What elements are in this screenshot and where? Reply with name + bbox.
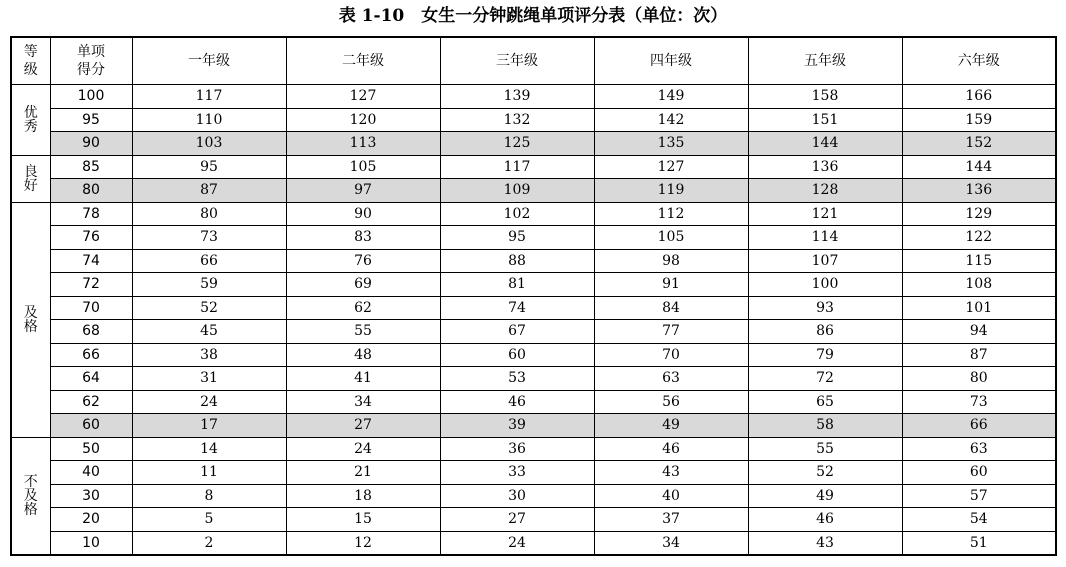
value-cell: 136 — [748, 155, 902, 179]
value-cell: 58 — [748, 414, 902, 438]
table-title: 表 1-10 女生一分钟跳绳单项评分表（单位：次） — [338, 6, 728, 26]
value-cell: 8 — [132, 484, 286, 508]
table-row — [11, 179, 1056, 203]
table-row — [11, 437, 1056, 461]
grade-char: 及 — [23, 304, 38, 321]
value-cell: 51 — [902, 531, 1056, 555]
value-cell: 46 — [748, 508, 902, 532]
value-cell: 114 — [748, 226, 902, 250]
value-cell: 24 — [440, 531, 594, 555]
score-cell: 30 — [50, 484, 132, 508]
value-cell: 46 — [440, 390, 594, 414]
score-cell: 72 — [50, 273, 132, 297]
value-cell: 136 — [902, 179, 1056, 203]
header-row — [11, 37, 1056, 85]
value-cell: 70 — [594, 343, 748, 367]
value-cell: 55 — [286, 320, 440, 344]
value-cell: 56 — [594, 390, 748, 414]
value-cell: 77 — [594, 320, 748, 344]
grade-char: 格 — [23, 501, 38, 518]
value-cell: 65 — [748, 390, 902, 414]
value-cell: 80 — [902, 367, 1056, 391]
value-cell: 33 — [440, 461, 594, 485]
grade-cell — [11, 437, 50, 555]
value-cell: 128 — [748, 179, 902, 203]
value-cell: 109 — [440, 179, 594, 203]
value-cell: 5 — [132, 508, 286, 532]
grade-cell — [11, 85, 50, 156]
score-cell: 90 — [50, 132, 132, 156]
value-cell: 135 — [594, 132, 748, 156]
table-row — [11, 273, 1056, 297]
header-year: 二年级 — [286, 37, 440, 85]
score-cell: 60 — [50, 414, 132, 438]
value-cell: 81 — [440, 273, 594, 297]
value-cell: 66 — [902, 414, 1056, 438]
value-cell: 91 — [594, 273, 748, 297]
value-cell: 48 — [286, 343, 440, 367]
value-cell: 60 — [902, 461, 1056, 485]
value-cell: 132 — [440, 108, 594, 132]
table-row — [11, 531, 1056, 555]
value-cell: 54 — [902, 508, 1056, 532]
header-score — [50, 37, 132, 85]
value-cell: 72 — [748, 367, 902, 391]
value-cell: 55 — [748, 437, 902, 461]
value-cell: 80 — [132, 202, 286, 226]
value-cell: 46 — [594, 437, 748, 461]
value-cell: 129 — [902, 202, 1056, 226]
score-cell: 95 — [50, 108, 132, 132]
value-cell: 93 — [748, 296, 902, 320]
value-cell: 83 — [286, 226, 440, 250]
value-cell: 117 — [132, 85, 286, 109]
value-cell: 27 — [286, 414, 440, 438]
header-score-line: 得分 — [77, 62, 105, 78]
value-cell: 73 — [132, 226, 286, 250]
value-cell: 45 — [132, 320, 286, 344]
value-cell: 34 — [286, 390, 440, 414]
score-cell: 20 — [50, 508, 132, 532]
value-cell: 74 — [440, 296, 594, 320]
value-cell: 11 — [132, 461, 286, 485]
header-grade-line: 级 — [23, 62, 38, 78]
score-cell: 76 — [50, 226, 132, 250]
value-cell: 60 — [440, 343, 594, 367]
value-cell: 127 — [594, 155, 748, 179]
value-cell: 95 — [132, 155, 286, 179]
score-cell: 85 — [50, 155, 132, 179]
value-cell: 112 — [594, 202, 748, 226]
table-body — [11, 85, 1056, 555]
table-row — [11, 155, 1056, 179]
value-cell: 66 — [132, 249, 286, 273]
value-cell: 113 — [286, 132, 440, 156]
value-cell: 142 — [594, 108, 748, 132]
score-cell: 74 — [50, 249, 132, 273]
value-cell: 121 — [748, 202, 902, 226]
value-cell: 41 — [286, 367, 440, 391]
value-cell: 57 — [902, 484, 1056, 508]
score-cell: 10 — [50, 531, 132, 555]
value-cell: 122 — [902, 226, 1056, 250]
value-cell: 69 — [286, 273, 440, 297]
score-cell: 64 — [50, 367, 132, 391]
value-cell: 18 — [286, 484, 440, 508]
table-row — [11, 508, 1056, 532]
table-row — [11, 226, 1056, 250]
value-cell: 21 — [286, 461, 440, 485]
table-row — [11, 414, 1056, 438]
table-row — [11, 202, 1056, 226]
value-cell: 127 — [286, 85, 440, 109]
value-cell: 87 — [132, 179, 286, 203]
value-cell: 117 — [440, 155, 594, 179]
value-cell: 24 — [286, 437, 440, 461]
header-year: 四年级 — [594, 37, 748, 85]
value-cell: 95 — [440, 226, 594, 250]
value-cell: 159 — [902, 108, 1056, 132]
value-cell: 49 — [594, 414, 748, 438]
score-table — [10, 36, 1057, 556]
table-row — [11, 484, 1056, 508]
value-cell: 52 — [132, 296, 286, 320]
value-cell: 110 — [132, 108, 286, 132]
table-row — [11, 461, 1056, 485]
table-row — [11, 132, 1056, 156]
value-cell: 43 — [594, 461, 748, 485]
grade-char: 优 — [23, 104, 38, 121]
grade-char: 良 — [23, 163, 38, 180]
value-cell: 100 — [748, 273, 902, 297]
value-cell: 105 — [594, 226, 748, 250]
value-cell: 125 — [440, 132, 594, 156]
value-cell: 88 — [440, 249, 594, 273]
value-cell: 94 — [902, 320, 1056, 344]
table-row — [11, 108, 1056, 132]
value-cell: 120 — [286, 108, 440, 132]
value-cell: 17 — [132, 414, 286, 438]
value-cell: 49 — [748, 484, 902, 508]
table-row — [11, 390, 1056, 414]
table-row — [11, 249, 1056, 273]
value-cell: 63 — [594, 367, 748, 391]
value-cell: 108 — [902, 273, 1056, 297]
value-cell: 139 — [440, 85, 594, 109]
value-cell: 63 — [902, 437, 1056, 461]
value-cell: 12 — [286, 531, 440, 555]
value-cell: 30 — [440, 484, 594, 508]
value-cell: 73 — [902, 390, 1056, 414]
header-grade-line: 等 — [23, 44, 38, 60]
value-cell: 144 — [902, 155, 1056, 179]
value-cell: 84 — [594, 296, 748, 320]
value-cell: 43 — [748, 531, 902, 555]
value-cell: 151 — [748, 108, 902, 132]
header-grade — [11, 37, 50, 85]
score-cell: 80 — [50, 179, 132, 203]
grade-char: 好 — [23, 177, 38, 194]
table-row — [11, 85, 1056, 109]
value-cell: 98 — [594, 249, 748, 273]
value-cell: 38 — [132, 343, 286, 367]
value-cell: 90 — [286, 202, 440, 226]
value-cell: 152 — [902, 132, 1056, 156]
table-row — [11, 296, 1056, 320]
value-cell: 105 — [286, 155, 440, 179]
value-cell: 2 — [132, 531, 286, 555]
value-cell: 144 — [748, 132, 902, 156]
value-cell: 34 — [594, 531, 748, 555]
value-cell: 107 — [748, 249, 902, 273]
value-cell: 119 — [594, 179, 748, 203]
grade-cell — [11, 155, 50, 202]
value-cell: 39 — [440, 414, 594, 438]
score-cell: 50 — [50, 437, 132, 461]
score-cell: 66 — [50, 343, 132, 367]
value-cell: 102 — [440, 202, 594, 226]
value-cell: 31 — [132, 367, 286, 391]
header-year: 一年级 — [132, 37, 286, 85]
value-cell: 67 — [440, 320, 594, 344]
value-cell: 52 — [748, 461, 902, 485]
value-cell: 27 — [440, 508, 594, 532]
score-cell: 70 — [50, 296, 132, 320]
header-year: 五年级 — [748, 37, 902, 85]
score-cell: 62 — [50, 390, 132, 414]
score-cell: 78 — [50, 202, 132, 226]
value-cell: 15 — [286, 508, 440, 532]
value-cell: 14 — [132, 437, 286, 461]
grade-char: 秀 — [23, 118, 38, 135]
value-cell: 115 — [902, 249, 1056, 273]
value-cell: 62 — [286, 296, 440, 320]
value-cell: 24 — [132, 390, 286, 414]
score-cell: 100 — [50, 85, 132, 109]
table-row — [11, 320, 1056, 344]
value-cell: 149 — [594, 85, 748, 109]
table-row — [11, 367, 1056, 391]
value-cell: 53 — [440, 367, 594, 391]
value-cell: 37 — [594, 508, 748, 532]
table-row — [11, 343, 1056, 367]
grade-char: 及 — [23, 487, 38, 504]
value-cell: 40 — [594, 484, 748, 508]
value-cell: 101 — [902, 296, 1056, 320]
header-score-line: 单项 — [77, 44, 105, 60]
header-year: 三年级 — [440, 37, 594, 85]
value-cell: 97 — [286, 179, 440, 203]
value-cell: 158 — [748, 85, 902, 109]
value-cell: 87 — [902, 343, 1056, 367]
value-cell: 166 — [902, 85, 1056, 109]
value-cell: 59 — [132, 273, 286, 297]
value-cell: 86 — [748, 320, 902, 344]
value-cell: 79 — [748, 343, 902, 367]
grade-char: 不 — [23, 473, 38, 490]
header-year: 六年级 — [902, 37, 1056, 85]
value-cell: 36 — [440, 437, 594, 461]
grade-char: 格 — [23, 318, 38, 335]
score-cell: 68 — [50, 320, 132, 344]
value-cell: 76 — [286, 249, 440, 273]
grade-cell — [11, 202, 50, 437]
value-cell: 103 — [132, 132, 286, 156]
score-cell: 40 — [50, 461, 132, 485]
